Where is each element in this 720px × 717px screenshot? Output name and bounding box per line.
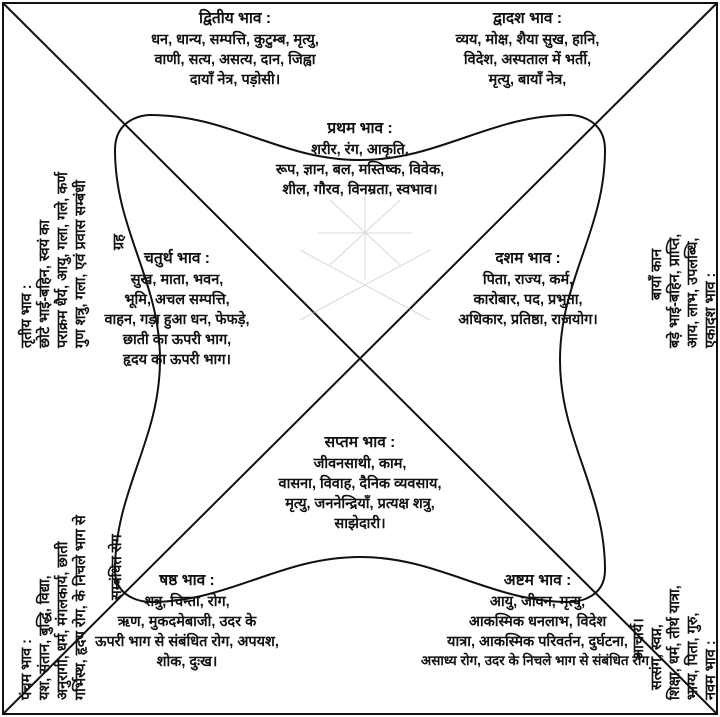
house-11-line-1: आय, लाभ, उपलब्धि, — [685, 237, 701, 348]
house-3-line-2-wrap — [54, 172, 72, 348]
house-1-block — [240, 118, 480, 200]
house-6-line-3: ऊपरी भाग से संबंधित रोग, अपयश, — [95, 634, 279, 651]
house-11-title: एकादश भाव : — [703, 272, 719, 348]
house-6-line-2: ऋण, मुकदमेबाजी, उदर के — [117, 614, 257, 631]
house-5-title: पंचम भाव : — [19, 638, 35, 700]
house-9-line-4-wrap — [630, 618, 648, 660]
house-3-line-1-wrap — [36, 220, 54, 348]
house-3-line-3-wrap — [72, 180, 90, 348]
house-11-block — [702, 273, 720, 348]
house-8-title: अष्टम भाव : — [503, 572, 572, 589]
house-6-title: षष्ठ भाव : — [159, 572, 215, 589]
house-3-block — [18, 284, 36, 348]
house-12-block — [395, 8, 660, 90]
house-9-title: नवम भाव : — [703, 640, 719, 700]
house-2-title: द्वितीय भाव : — [198, 10, 272, 27]
house-1-line-3: शील, गौरव, विनम्रता, स्वभाव। — [282, 182, 438, 199]
house-12-line-3: मृत्यु, बायाँ नेत्र, — [488, 72, 567, 89]
house-6-line-1: शत्रु, चिन्ता, रोग, — [144, 594, 230, 611]
house-3-title: तृतीय भाव : — [19, 284, 35, 348]
house-6-line-4: शोक, दुःख। — [156, 654, 218, 671]
house-11-line-2-wrap — [666, 234, 684, 348]
house-4-line-2: भूमि, अचल सम्पत्ति, — [124, 292, 230, 309]
house-2-line-3: दायाँ नेत्र, पड़ोसी। — [189, 72, 281, 89]
house-5-line-2: अनुरागी, धर्म, मंगलकार्य, छाती — [55, 541, 71, 700]
house-9-line-1-wrap — [684, 613, 702, 700]
house-7-block — [240, 432, 480, 534]
house-4-line-5: हृदय का ऊपरी भाग। — [123, 352, 231, 369]
house-7-line-2: वासना, विवाह, दैनिक व्यवसाय, — [278, 476, 442, 493]
house-9-line-4: आचार्य। — [631, 618, 647, 660]
house-8-line-3: यात्रा, आकस्मिक परिवर्तन, दुर्घटना, — [447, 634, 628, 651]
house-8-line-2: आकस्मिक धनलाभ, विदेश — [468, 614, 607, 631]
house-7-line-1: जीवनसाथी, काम, — [313, 456, 407, 473]
house-9-line-1: भाग्य, पिता, गुरु, — [685, 612, 701, 700]
house-5-line-4: सम्बंधित रोग — [109, 534, 125, 600]
house-5-line-1-wrap — [36, 575, 54, 700]
house-2-line-1: धन, धान्य, सम्पत्ति, कुटुम्ब, मृत्यु, — [151, 32, 319, 49]
house-3-line-2: पराक्रम धैर्य, आयु, गला, गले, कर्ण — [55, 172, 71, 348]
house-9-block — [702, 640, 720, 700]
house-5-line-2-wrap — [54, 542, 72, 700]
house-9-line-2-wrap — [666, 585, 684, 700]
house-3-line-3: गुण शत्रु, गला, एवं प्रवास सम्बंधी — [73, 180, 89, 348]
house-2-block — [100, 8, 370, 90]
house-5-line-3: गर्भिस्थ, हृदय रोग, के निचले भाग से — [73, 515, 89, 700]
house-4-title: चतुर्थ भाव : — [144, 250, 210, 267]
house-11-line-3: बायाँ कान — [649, 248, 665, 300]
house-10-block — [398, 248, 658, 330]
house-7-title: सप्तम भाव : — [324, 434, 396, 451]
house-3-line-4: ग्रह — [111, 234, 127, 250]
house-10-line-1: पिता, राज्य, कर्म, — [482, 272, 574, 289]
house-7-line-4: साझेदारी। — [334, 516, 386, 533]
house-4-line-1: सुख, माता, भवन, — [130, 272, 224, 289]
house-1-line-1: शरीर, रंग, आकृति, — [311, 142, 409, 159]
house-8-line-4: असाध्य रोग, उदर के निचले भाग से संबंधित रोग। — [420, 653, 655, 669]
house-9-line-3-wrap — [648, 624, 666, 690]
house-11-line-1-wrap — [684, 238, 702, 348]
house-5-line-3-wrap — [72, 515, 90, 700]
house-12-title: द्वादश भाव : — [492, 10, 562, 27]
house-12-line-2: विदेश, अस्पताल में भर्ती, — [463, 52, 592, 69]
house-3-line-4-wrap — [110, 234, 128, 250]
house-1-line-2: रूप, ज्ञान, बल, मस्तिष्क, विवेक, — [275, 162, 445, 179]
house-10-title: दशम भाव : — [495, 250, 561, 267]
house-5-block — [18, 639, 36, 700]
house-4-line-3: वाहन, गड़ा हुआ धन, फेफड़े, — [104, 312, 250, 329]
house-11-line-2: बड़े भाई-बहिन, प्राप्ति, — [667, 233, 683, 348]
house-12-line-1: व्यय, मोक्ष, शैया सुख, हानि, — [455, 32, 600, 49]
house-9-line-2: शिक्षा, धर्म, तीर्थ यात्रा, — [667, 585, 683, 700]
house-10-line-3: अधिकार, प्रतिष्ठा, राजयोग। — [458, 312, 598, 329]
house-11-line-3-wrap — [648, 249, 666, 300]
house-2-line-2: वाणी, सत्य, असत्य, दान, जिह्वा — [154, 52, 316, 69]
house-4-line-4: छाती का ऊपरी भाग, — [122, 332, 232, 349]
house-9-line-3: सत्संग, स्वप्न, — [649, 624, 665, 690]
house-1-title: प्रथम भाव : — [327, 120, 393, 137]
house-7-line-3: मृत्यु, जननेन्द्रियाँ, प्रत्यक्ष शत्रु, — [285, 496, 435, 513]
house-10-line-2: कारोबार, पद, प्रभुता, — [473, 292, 583, 309]
house-5-line-1: यश, संतान, बुद्धि, विद्या, — [37, 575, 53, 700]
house-3-line-1: छोटे भाई-बहिन, स्वयं का — [37, 219, 53, 348]
house-8-line-1: आयु, जीवन, मृत्यु, — [489, 594, 586, 611]
house-5-line-4-wrap — [108, 534, 126, 600]
